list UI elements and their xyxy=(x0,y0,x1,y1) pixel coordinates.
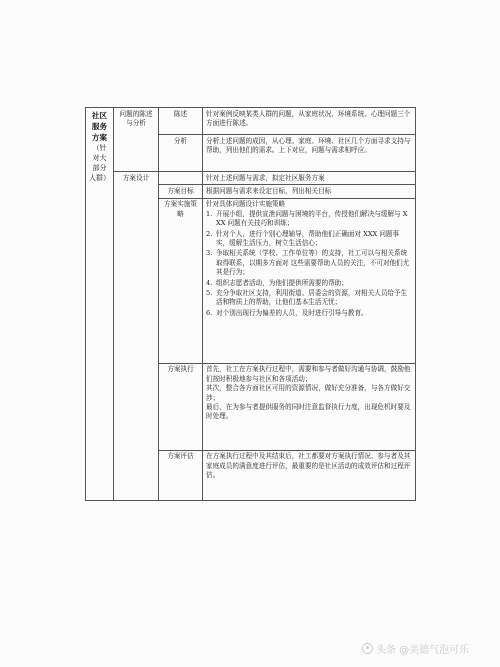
describe-label: 陈述 xyxy=(159,108,203,135)
execution-paragraph: 其次，整合各方面社区可用的资源情况，做好充分准备，与各方做好交涉； xyxy=(206,384,411,402)
strategy-item: 4. 组织志愿者活动，为他们提供所需要的帮助； xyxy=(206,278,348,287)
strategy-cell xyxy=(203,198,416,363)
watermark xyxy=(362,641,469,655)
problem-section-label: 问题的陈述与分析 xyxy=(114,108,159,172)
analysis-label: 分析 xyxy=(159,135,203,172)
main-title-line-2: 服务 xyxy=(91,121,108,131)
goal-label: 方案目标 xyxy=(159,185,203,198)
main-sub-line-3: 部分 xyxy=(92,163,107,172)
describe-text: 针对案例反映某类人群的问题，从家庭状况、环境系统、心理问题三个方面进行陈述。 xyxy=(203,108,416,135)
evaluation-text: 在方案执行过程中及其结束后，社工都要对方案执行情况、参与者及其家庭成员的满意度进行评估，最重要的是社区活动的成效评估和过程评估。 xyxy=(203,450,416,500)
main-sub-line-2: 对大 xyxy=(92,153,107,162)
service-plan-table xyxy=(85,107,416,501)
strategy-intro: 针对具体问题设计实施策略 xyxy=(206,200,286,209)
execution-cell xyxy=(203,363,416,450)
strategy-item: 6. 对个别出现行为偏差的人员，及时进行引导与教育。 xyxy=(206,308,368,317)
strategy-label: 方案实施策略 xyxy=(159,198,203,363)
strategy-item: 5. 充分争取社区支持，利用街道、居委会的资源，对相关人员给予生活和物质上的帮助，让他们基本生活无忧； xyxy=(206,288,408,307)
evaluation-label: 方案评估 xyxy=(159,450,203,500)
design-intro: 针对上述问题与需求，拟定社区服务方案 xyxy=(203,172,416,185)
strategy-item: 1. 开展小组，提供宣泄问题与困境的平台，传授他们解决与缓解与 XXX 问题有关技巧和训练； xyxy=(206,209,408,228)
execution-paragraph: 最后，在为参与者提供服务的同时注意监督执行力度，出现危机时要及时处理。 xyxy=(206,402,411,421)
intro-spacer xyxy=(159,172,203,185)
execution-label: 方案执行 xyxy=(159,363,203,450)
main-sub-line-4: 人群） xyxy=(89,173,110,182)
goal-text: 根据问题与需求来设定目标，列出相关目标 xyxy=(203,185,416,198)
main-title-line-3: 方案 xyxy=(91,132,108,142)
community-service-plan-label xyxy=(86,108,114,501)
watermark-logo-icon xyxy=(362,643,373,654)
execution-paragraph: 首先，社工在方案执行过程中，需要和参与者做好沟通与协调，鼓励他们按时积极地参与社区和各项活动； xyxy=(206,365,411,383)
main-title-line-1: 社区 xyxy=(91,110,108,120)
main-sub-line-1: （针 xyxy=(92,143,107,152)
analysis-text: 分析上述问题的成因，从心理、家庭、环境、社区几个方面寻求支持与帮助，列出他们的需求。上下对应，问题与需求相呼应。 xyxy=(203,135,416,172)
strategy-item: 3. 争取相关系统（学校、工作单位等）的支持，社工可以与相关系统取得联系，以期多方面对 这些需要帮助人员的关注，不可对他们尤其是行为； xyxy=(206,249,410,277)
watermark-text: 头条 @美德气泡可乐 xyxy=(376,644,470,656)
strategy-item: 2. 针对个人，进行个别心理辅导，帮助他们正确面对 XXX 问题事实，缓解生活压力，树立生活信心； xyxy=(206,229,400,247)
design-section-label: 方案设计 xyxy=(114,172,159,501)
strategy-list xyxy=(206,210,412,318)
